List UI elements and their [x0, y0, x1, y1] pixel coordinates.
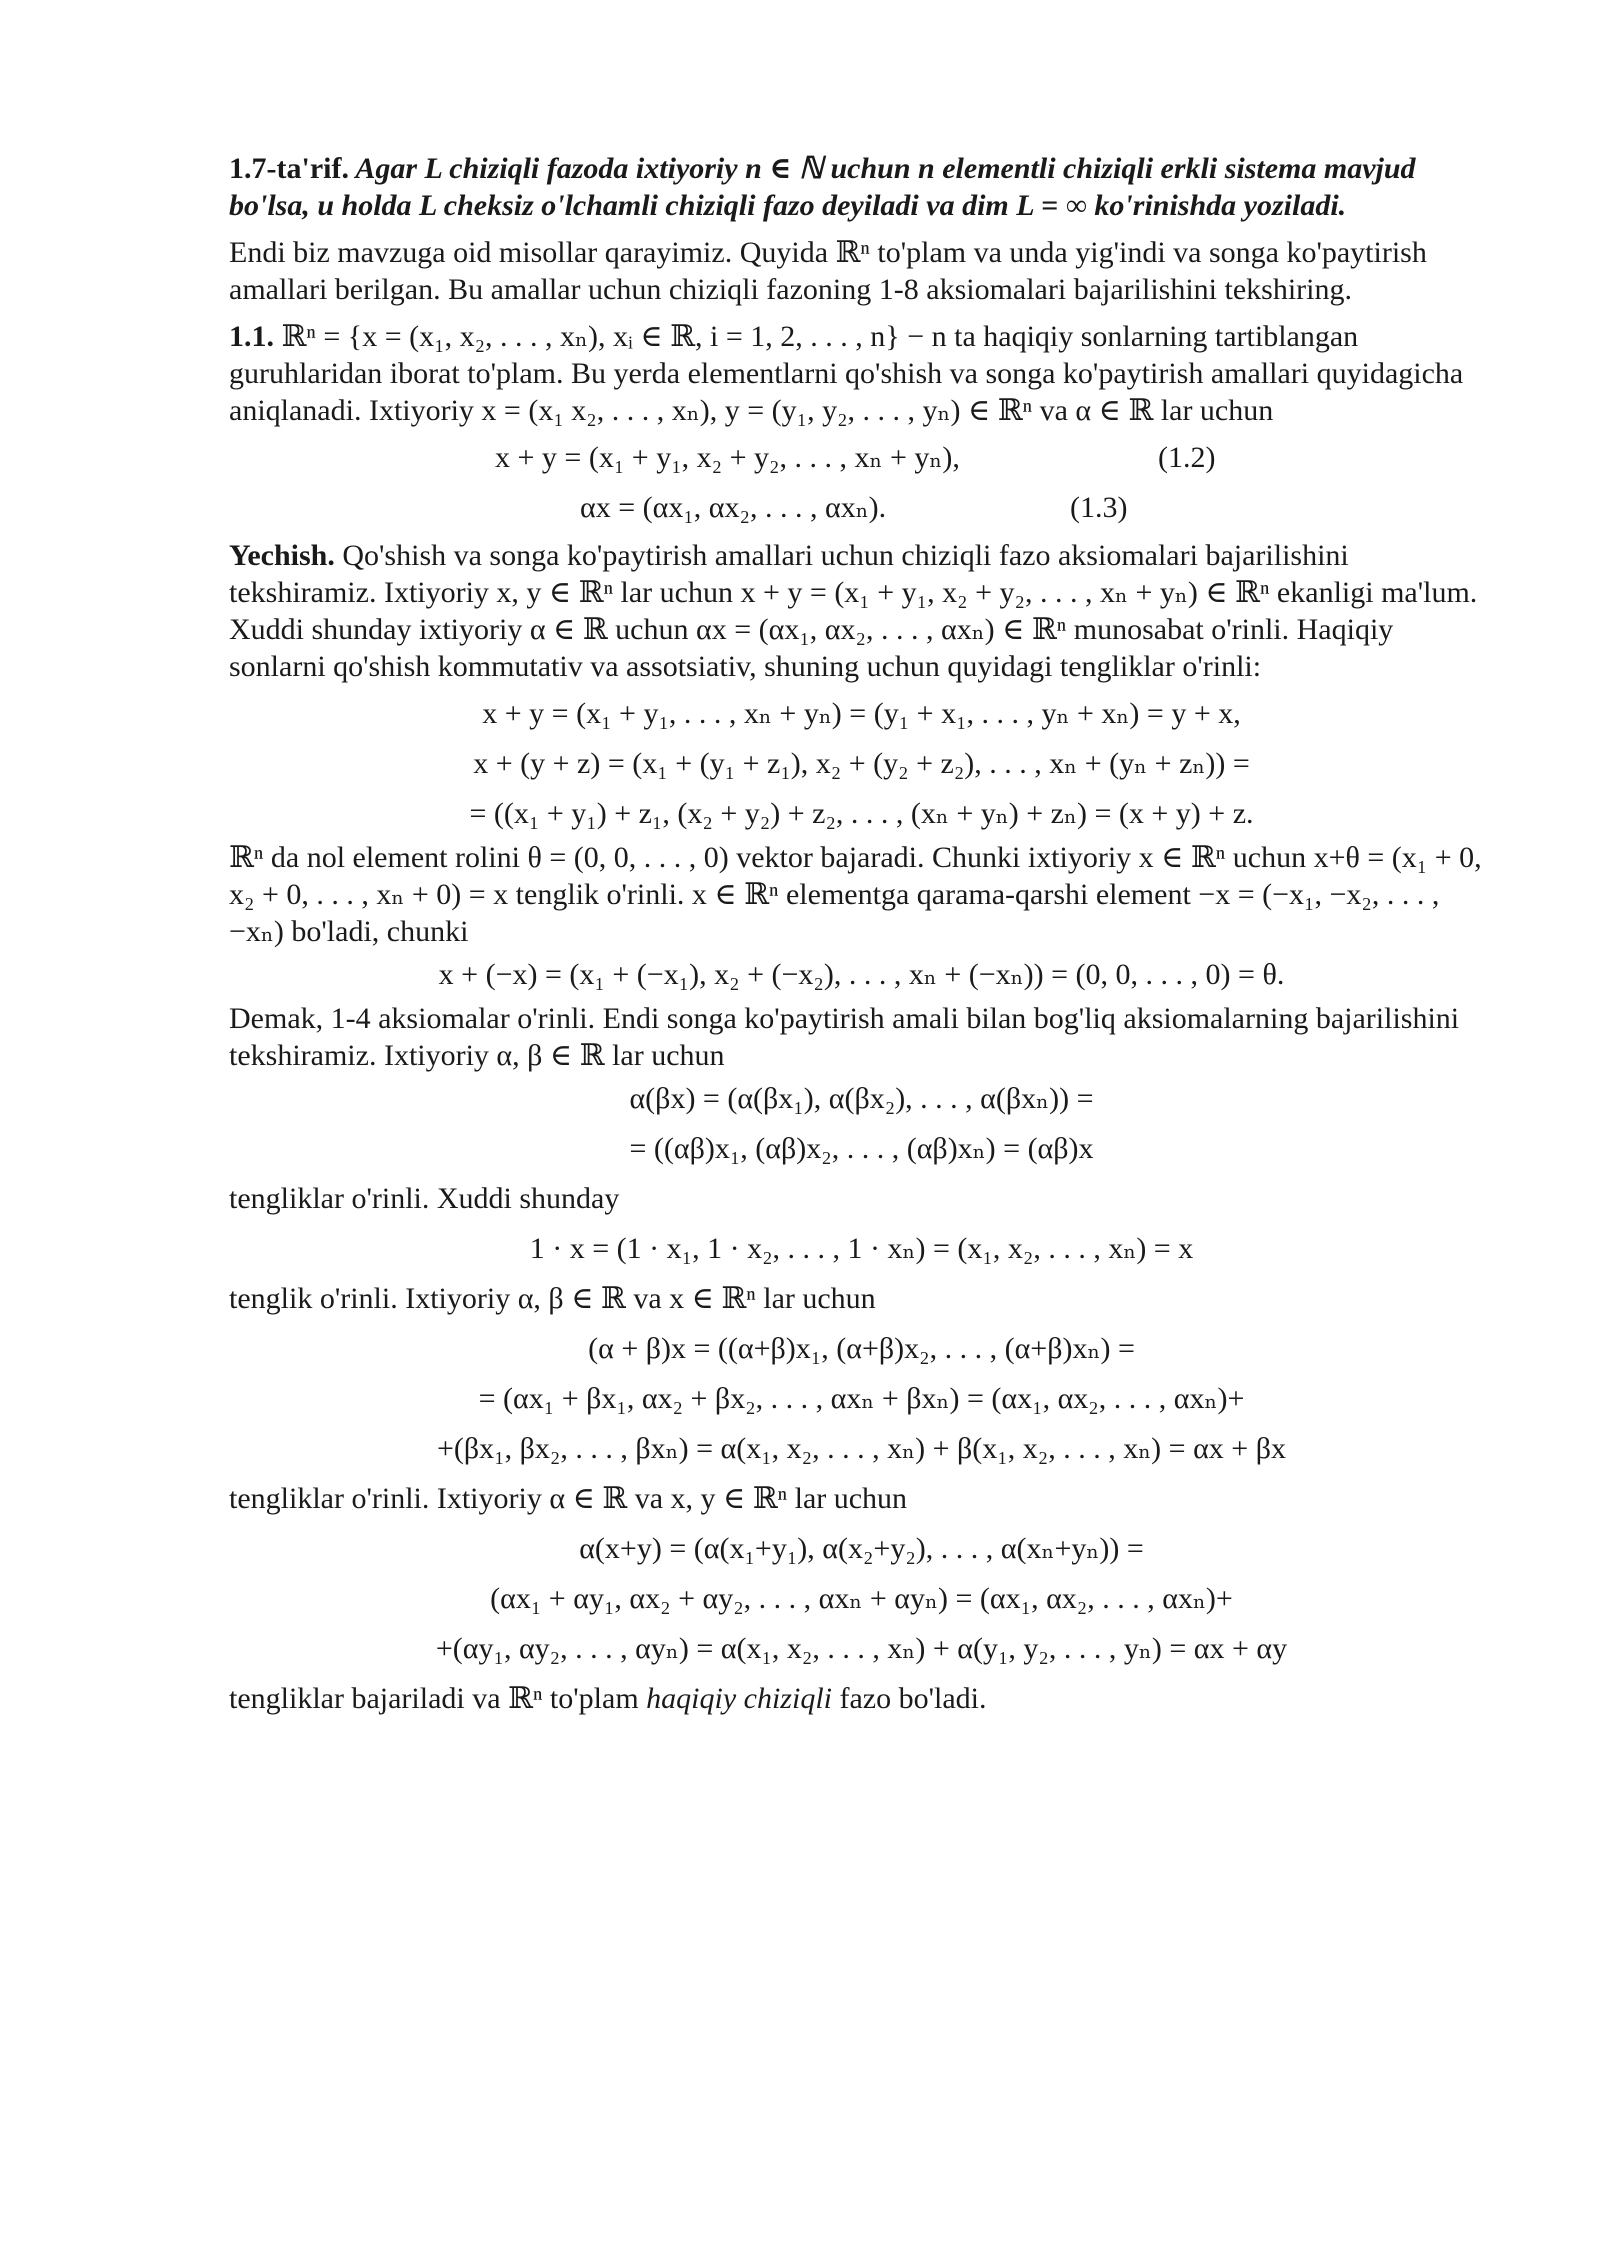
zero-element-paragraph: ℝⁿ da nol element rolini θ = (0, 0, . . . , 0) vektor bajaradi. Chunki ixtiyoriy x ∈ ℝⁿ uchun x+θ = (x₁ + 0, x₂ + 0, . . . , xₙ + 0) = x tenglik o'rinli. x ∈ ℝⁿ elementga qarama-qarshi element −x = (−x₁, −x₂, . . . , −xₙ) bo'ladi, chunki [229, 841, 1482, 948]
final-paragraph [229, 1674, 1494, 1724]
text-line: tengliklar o'rinli. Ixtiyoriy α ∈ ℝ va x, y ∈ ℝⁿ lar uchun [229, 1482, 908, 1515]
equation-line: +(βx₁, βx₂, . . . , βxₙ) = α(x₁, x₂, . . . , xₙ) + β(x₁, x₂, . . . , xₙ) = αx + βx [437, 1432, 1286, 1465]
equation-1-2 [229, 433, 1494, 483]
equation-1-2-number: (1.2) [1158, 441, 1216, 474]
equation-1-2-formula: x + y = (x₁ + y₁, x₂ + y₂, . . . , xₙ + yₙ), [495, 441, 960, 474]
equation-line: = ((x₁ + y₁) + z₁, (x₂ + y₂) + z₂, . . . , (xₙ + yₙ) + zₙ) = (x + y) + z. [469, 797, 1254, 830]
example-paragraph [229, 318, 1494, 429]
equation-line: (αx₁ + αy₁, αx₂ + αy₂, . . . , αxₙ + αyₙ) = (αx₁, αx₂, . . . , αxₙ)+ [490, 1582, 1233, 1615]
final-text-italic: haqiqiy chiziqli [646, 1682, 832, 1715]
definition-paragraph [229, 150, 1494, 224]
equation-1-3-number: (1.3) [1070, 491, 1128, 524]
text-line: tenglik o'rinli. Ixtiyoriy α, β ∈ ℝ va x ∈ ℝⁿ lar uchun [229, 1282, 876, 1315]
equation-line: = (αx₁ + βx₁, αx₂ + βx₂, . . . , αxₙ + βxₙ) = (αx₁, αx₂, . . . , αxₙ)+ [478, 1382, 1245, 1415]
text-line: tengliklar o'rinli. Xuddi shunday [229, 1182, 620, 1215]
equation-line: x + (y + z) = (x₁ + (y₁ + z₁), x₂ + (y₂ + z₂), . . . , xₙ + (yₙ + zₙ)) = [473, 747, 1250, 780]
equation-line: = ((αβ)x₁, (αβ)x₂, . . . , (αβ)xₙ) = (αβ)x [629, 1132, 1094, 1165]
example-text: ℝⁿ = {x = (x₁, x₂, . . . , xₙ), xᵢ ∈ ℝ, i = 1, 2, . . . , n} − n ta haqiqiy sonlarning tartiblangan guruhlaridan iborat to'plam. Bu yerda elementlarni qo'shish va songa ko'paytirish amallari quyidagicha aniqlanadi. Ixtiyoriy x = (x₁ x₂, . . . , xₙ), y = (y₁, y₂, . . . , yₙ) ∈ ℝⁿ va α ∈ ℝ lar uchun [229, 320, 1464, 427]
equation-1-3-formula: αx = (αx₁, αx₂, . . . , αxₙ). [580, 491, 887, 524]
axioms-paragraph: Demak, 1-4 aksiomalar o'rinli. Endi songa ko'paytirish amali bilan bog'liq aksiomalarning bajarilishini tekshiramiz. Ixtiyoriy α, β ∈ ℝ lar uchun [229, 1002, 1460, 1072]
equation-line: α(βx) = (α(βx₁), α(βx₂), . . . , α(βxₙ)) = [629, 1082, 1094, 1115]
definition-text: Agar L chiziqli fazoda ixtiyoriy n ∈ ℕ uchun n elementli chiziqli erkli sistema mavjud bo'lsa, u holda L cheksiz o'lchamli chiziqli fazo deyiladi va dim L = ∞ ko'rinishda yoziladi. [229, 152, 1416, 222]
equation-line: α(x+y) = (α(x₁+y₁), α(x₂+y₂), . . . , α(xₙ+yₙ)) = [579, 1532, 1144, 1565]
equation-line: x + (−x) = (x₁ + (−x₁), x₂ + (−x₂), . . . , xₙ + (−xₙ)) = (0, 0, . . . , 0) = θ. [438, 958, 1285, 991]
definition-label: 1.7-ta'rif. [229, 152, 349, 185]
solution-label: Yechish. [229, 539, 335, 572]
equation-line: x + y = (x₁ + y₁, . . . , xₙ + yₙ) = (y₁ + x₁, . . . , yₙ + xₙ) = y + x, [482, 697, 1241, 730]
final-text-before: tengliklar bajariladi va ℝⁿ to'plam [229, 1682, 647, 1715]
equation-line: +(αy₁, αy₂, . . . , αyₙ) = α(x₁, x₂, . . . , xₙ) + α(y₁, y₂, . . . , yₙ) = αx + αy [435, 1632, 1288, 1665]
solution-text: Qo'shish va songa ko'paytirish amallari uchun chiziqli fazo aksiomalari bajarilishini tekshiramiz. Ixtiyoriy x, y ∈ ℝⁿ lar uchun x + y = (x₁ + y₁, x₂ + y₂, . . . , xₙ + yₙ) ∈ ℝⁿ ekanligi ma'lum. Xuddi shunday ixtiyoriy α ∈ ℝ uchun αx = (αx₁, αx₂, . . . , αxₙ) ∈ ℝⁿ munosabat o'rinli. Haqiqiy sonlarni qo'shish kommutativ va assotsiativ, shuning uchun quyidagi tengliklar o'rinli: [229, 539, 1478, 683]
document-page [229, 150, 1494, 1734]
solution-paragraph [229, 537, 1494, 685]
equation-line: 1 · x = (1 · x₁, 1 · x₂, . . . , 1 · xₙ) = (x₁, x₂, . . . , xₙ) = x [529, 1232, 1194, 1265]
final-text-after: fazo bo'ladi. [832, 1682, 987, 1715]
intro-paragraph: Endi biz mavzuga oid misollar qarayimiz. Quyida ℝⁿ to'plam va unda yig'indi va songa ko'paytirish amallari berilgan. Bu amallar uchun chiziqli fazoning 1-8 aksiomalari bajarilishini tekshiring. [229, 236, 1427, 306]
equation-line: (α + β)x = ((α+β)x₁, (α+β)x₂, . . . , (α+β)xₙ) = [588, 1332, 1135, 1365]
example-label: 1.1. [229, 320, 274, 353]
equation-1-3 [229, 483, 1494, 533]
